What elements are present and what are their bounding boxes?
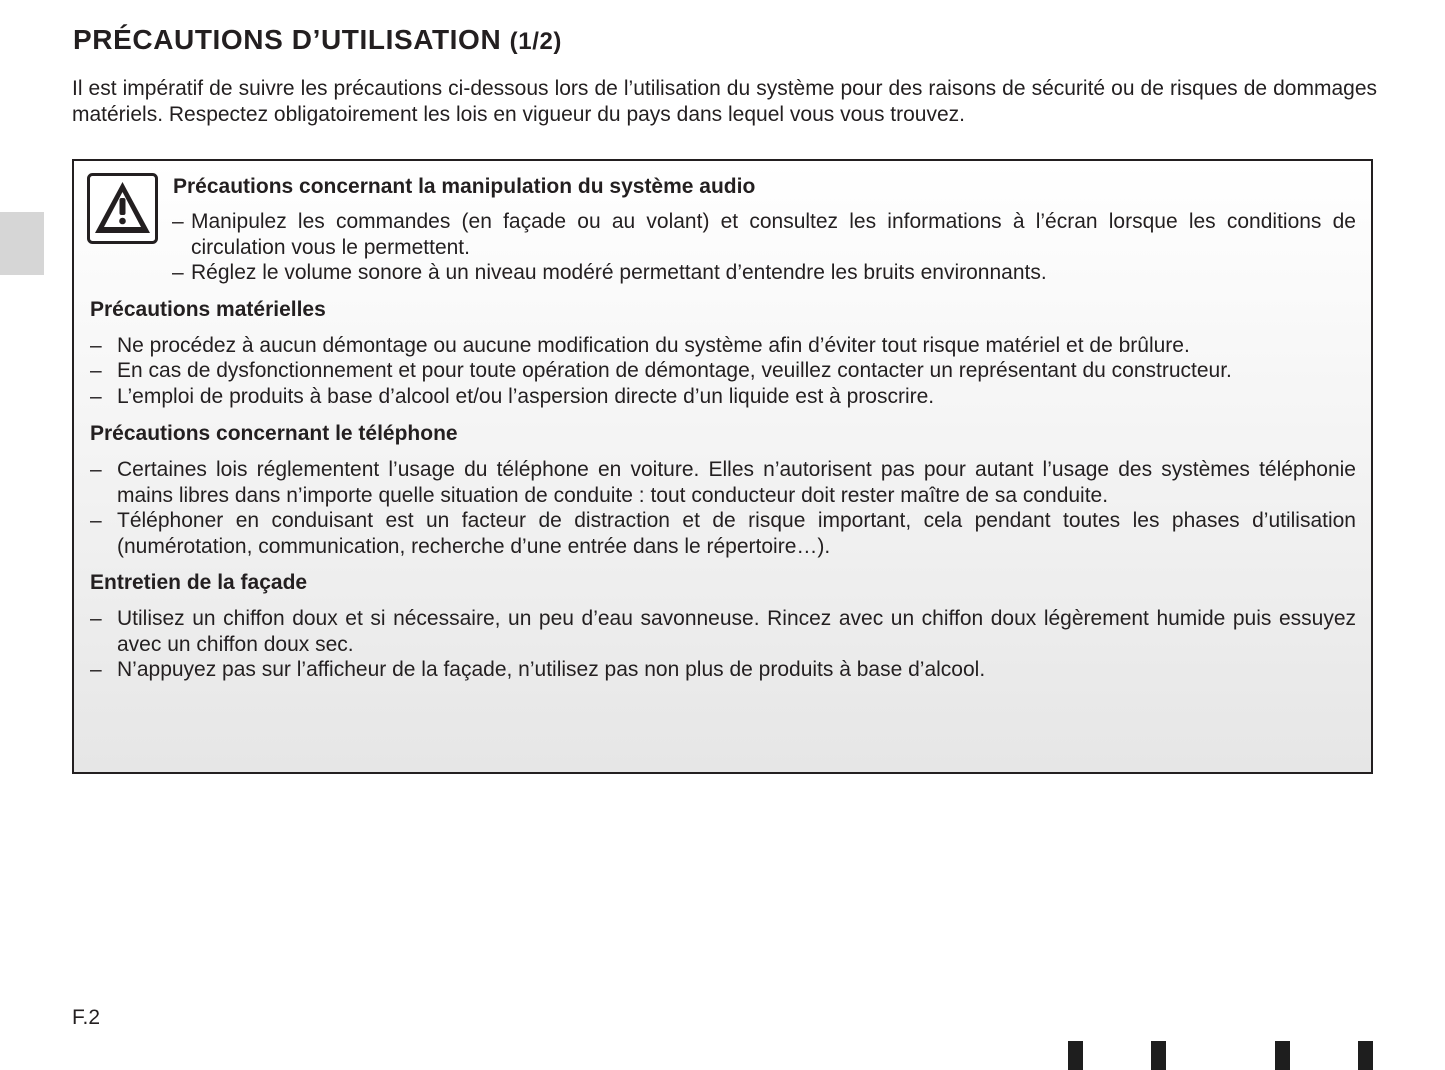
list-item <box>90 384 1356 410</box>
list-item <box>90 333 1356 359</box>
crop-mark <box>1275 1041 1290 1070</box>
list-item <box>90 657 1356 683</box>
list-item-text: Utilisez un chiffon doux et si nécessaire, un peu d’eau savonneuse. Rincez avec un chiffon doux légèrement humide puis essuyez avec un chiffon doux sec. <box>117 607 1356 656</box>
page-number: F.2 <box>72 1006 101 1029</box>
list-item-text: Ne procédez à aucun démontage ou aucune modification du système afin d’éviter tout risque matériel et de brûlure. <box>117 334 1190 357</box>
list-dash: – <box>90 385 102 408</box>
list-dash: – <box>90 607 102 630</box>
list-item-text: En cas de dysfonctionnement et pour toute opération de démontage, veuillez contacter un représentant du constructeur. <box>117 359 1232 382</box>
list-item-text: L’emploi de produits à base d’alcool et/ou l’aspersion directe d’un liquide est à proscrire. <box>117 385 935 408</box>
side-section-tab <box>0 212 44 275</box>
list-item-text: N’appuyez pas sur l’afficheur de la façade, n’utilisez pas non plus de produits à base d’alcool. <box>117 658 986 681</box>
page-title-part: (1/2) <box>509 28 563 55</box>
list-item-text: Téléphoner en conduisant est un facteur de distraction et de risque important, cela pendant toutes les phases d’utilisation (numérotation, communication, recherche d’une entrée dans le répertoire…). <box>117 509 1356 558</box>
list-item <box>90 358 1356 384</box>
warning-triangle-icon <box>87 173 158 244</box>
list-dash: – <box>172 261 184 284</box>
crop-mark <box>1358 1041 1373 1070</box>
list-dash: – <box>90 359 102 382</box>
list-item <box>172 209 1356 260</box>
page-title <box>73 24 562 56</box>
list-dash: – <box>90 509 102 532</box>
list-item <box>90 606 1356 657</box>
list-item-text: Certaines lois réglementent l’usage du téléphone en voiture. Elles n’autorisent pas pour autant l’usage des systèmes téléphonie mains libres dans n’importe quelle situation de conduite : tout conducteur doit rester maître de sa conduite. <box>117 458 1356 507</box>
section-heading-materiel: Précautions matérielles <box>90 298 326 321</box>
section-heading-facade: Entretien de la façade <box>90 571 308 594</box>
list-item <box>90 508 1356 559</box>
list-item <box>90 457 1356 508</box>
page-title-text: PRÉCAUTIONS D’UTILISATION <box>73 24 502 55</box>
section-heading-audio: Précautions concernant la manipulation du système audio <box>173 175 756 198</box>
list-item <box>172 260 1356 286</box>
list-item-text: Réglez le volume sonore à un niveau modéré permettant d’entendre les bruits environnants. <box>191 261 1047 284</box>
warning-box <box>72 159 1373 774</box>
list-dash: – <box>90 658 102 681</box>
crop-mark <box>1151 1041 1166 1070</box>
list-dash: – <box>90 458 102 481</box>
list-dash: – <box>172 210 184 233</box>
list-item-text: Manipulez les commandes (en façade ou au volant) et consultez les informations à l’écran lorsque les conditions de circulation vous le permettent. <box>191 210 1356 259</box>
section-heading-telephone: Précautions concernant le téléphone <box>90 422 458 445</box>
crop-mark <box>1068 1041 1083 1070</box>
intro-paragraph: Il est impératif de suivre les précautions ci-dessous lors de l’utilisation du système pour des raisons de sécurité ou de risques de dommages matériels. Respectez obligatoirement les lois en vigueur du pays dans lequel vous vous trouvez. <box>72 77 1377 126</box>
list-dash: – <box>90 334 102 357</box>
